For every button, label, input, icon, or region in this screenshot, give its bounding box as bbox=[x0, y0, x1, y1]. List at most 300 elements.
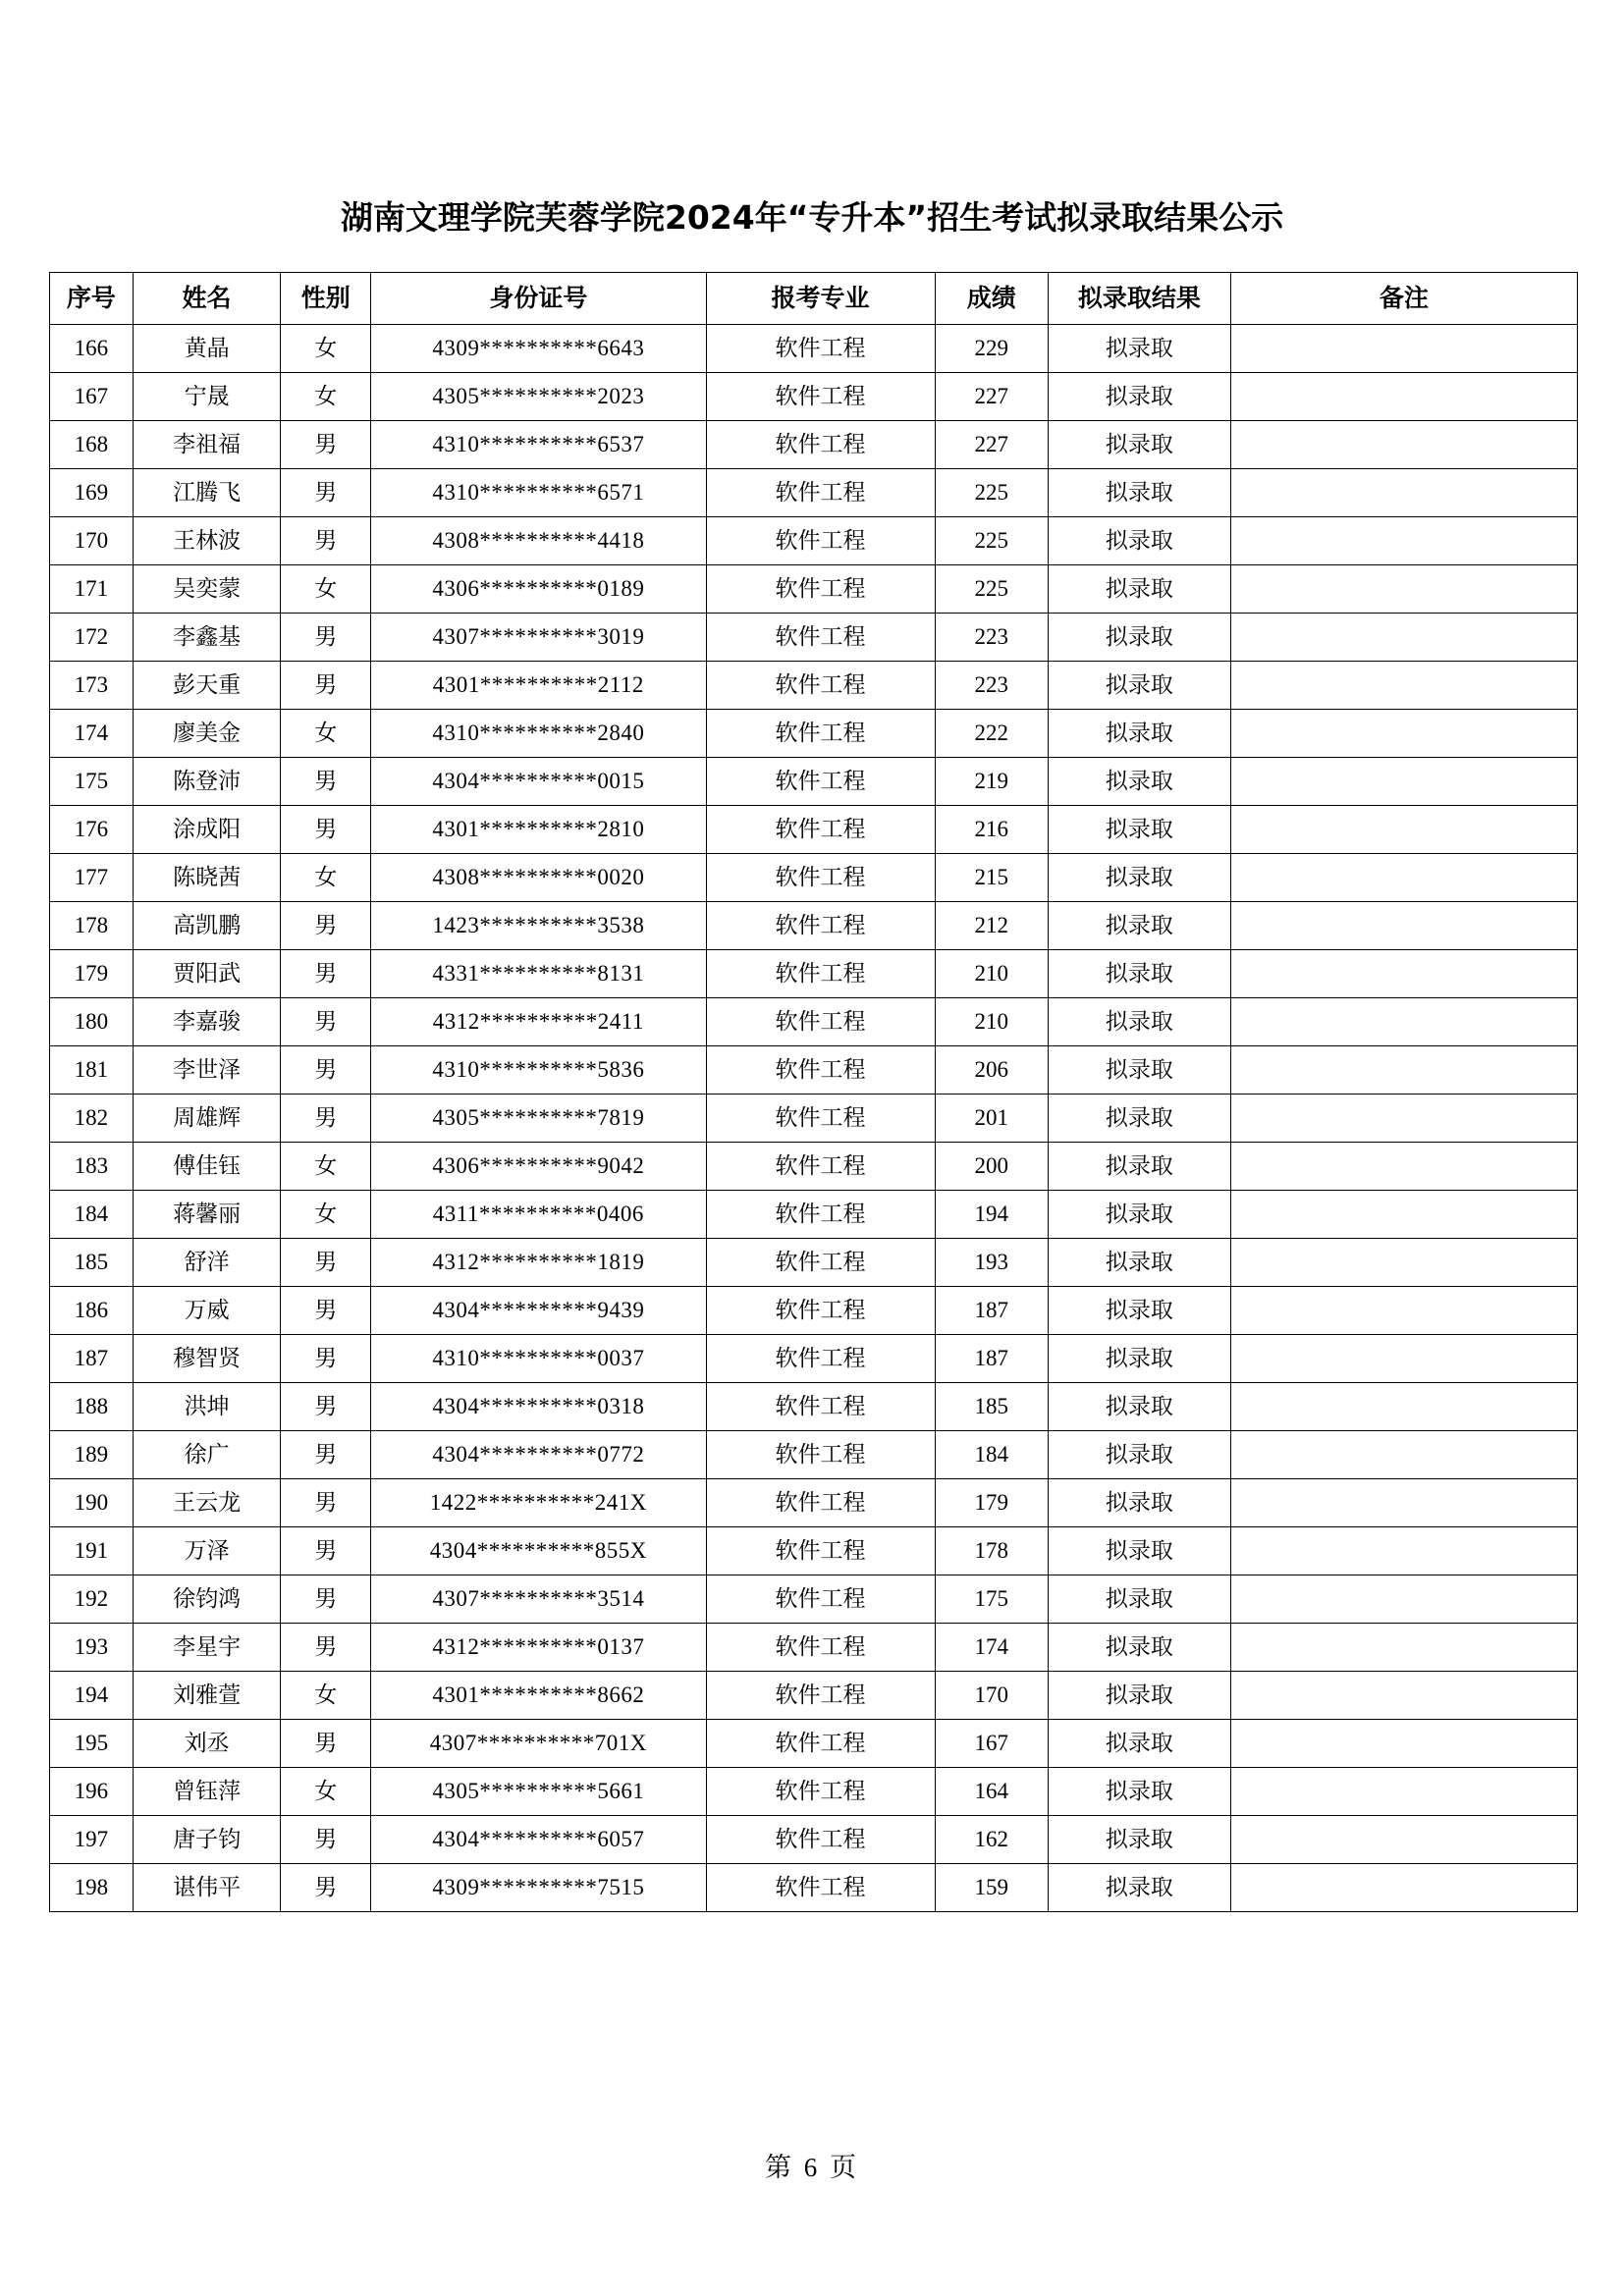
table-cell-major: 软件工程 bbox=[706, 998, 935, 1046]
page-number-footer: 第 6 页 bbox=[765, 2153, 859, 2182]
table-cell-id-number: 4301**********8662 bbox=[371, 1672, 706, 1720]
table-cell-remark bbox=[1230, 1672, 1577, 1720]
table-cell-seq: 171 bbox=[50, 565, 134, 614]
table-row bbox=[50, 421, 1578, 469]
table-row bbox=[50, 758, 1578, 806]
table-cell-seq: 166 bbox=[50, 325, 134, 373]
table-cell-id-number: 4310**********0037 bbox=[371, 1335, 706, 1383]
table-cell-score: 201 bbox=[935, 1095, 1048, 1143]
table-cell-result: 拟录取 bbox=[1048, 469, 1230, 517]
table-cell-gender: 男 bbox=[281, 469, 371, 517]
column-header-remark: 备注 bbox=[1230, 273, 1577, 325]
table-cell-name: 刘丞 bbox=[133, 1720, 281, 1768]
table-cell-seq: 173 bbox=[50, 662, 134, 710]
table-cell-result: 拟录取 bbox=[1048, 517, 1230, 565]
table-row bbox=[50, 1095, 1578, 1143]
table-cell-id-number: 4304**********0772 bbox=[371, 1431, 706, 1479]
table-row bbox=[50, 710, 1578, 758]
table-cell-id-number: 4307**********3019 bbox=[371, 614, 706, 662]
table-cell-name: 李嘉骏 bbox=[133, 998, 281, 1046]
table-cell-seq: 192 bbox=[50, 1575, 134, 1624]
table-cell-seq: 182 bbox=[50, 1095, 134, 1143]
table-cell-score: 200 bbox=[935, 1143, 1048, 1191]
table-cell-seq: 176 bbox=[50, 806, 134, 854]
table-cell-seq: 169 bbox=[50, 469, 134, 517]
table-cell-result: 拟录取 bbox=[1048, 1672, 1230, 1720]
table-row bbox=[50, 902, 1578, 950]
table-cell-id-number: 4307**********3514 bbox=[371, 1575, 706, 1624]
table-cell-seq: 188 bbox=[50, 1383, 134, 1431]
table-cell-name: 曾钰萍 bbox=[133, 1768, 281, 1816]
table-cell-result: 拟录取 bbox=[1048, 373, 1230, 421]
table-cell-seq: 194 bbox=[50, 1672, 134, 1720]
table-cell-major: 软件工程 bbox=[706, 325, 935, 373]
table-cell-gender: 男 bbox=[281, 902, 371, 950]
table-cell-major: 软件工程 bbox=[706, 469, 935, 517]
table-cell-result: 拟录取 bbox=[1048, 1046, 1230, 1095]
table-cell-result: 拟录取 bbox=[1048, 1239, 1230, 1287]
table-cell-remark bbox=[1230, 1143, 1577, 1191]
table-cell-result: 拟录取 bbox=[1048, 1816, 1230, 1864]
table-cell-result: 拟录取 bbox=[1048, 1143, 1230, 1191]
table-cell-major: 软件工程 bbox=[706, 421, 935, 469]
table-cell-seq: 175 bbox=[50, 758, 134, 806]
table-row bbox=[50, 1624, 1578, 1672]
table-cell-remark bbox=[1230, 1191, 1577, 1239]
table-cell-name: 黄晶 bbox=[133, 325, 281, 373]
table-cell-score: 227 bbox=[935, 421, 1048, 469]
table-cell-seq: 190 bbox=[50, 1479, 134, 1527]
table-cell-result: 拟录取 bbox=[1048, 1864, 1230, 1912]
table-cell-gender: 女 bbox=[281, 1143, 371, 1191]
table-cell-id-number: 4311**********0406 bbox=[371, 1191, 706, 1239]
table-cell-gender: 女 bbox=[281, 1672, 371, 1720]
table-cell-gender: 男 bbox=[281, 1864, 371, 1912]
table-row bbox=[50, 1527, 1578, 1575]
table-cell-major: 软件工程 bbox=[706, 1095, 935, 1143]
table-cell-id-number: 4304**********855X bbox=[371, 1527, 706, 1575]
table-cell-seq: 178 bbox=[50, 902, 134, 950]
table-cell-major: 软件工程 bbox=[706, 1479, 935, 1527]
table-cell-major: 软件工程 bbox=[706, 1383, 935, 1431]
table-cell-name: 穆智贤 bbox=[133, 1335, 281, 1383]
table-cell-gender: 女 bbox=[281, 373, 371, 421]
table-cell-result: 拟录取 bbox=[1048, 1768, 1230, 1816]
table-cell-seq: 181 bbox=[50, 1046, 134, 1095]
table-cell-gender: 男 bbox=[281, 1046, 371, 1095]
table-cell-gender: 男 bbox=[281, 1335, 371, 1383]
table-cell-name: 徐广 bbox=[133, 1431, 281, 1479]
table-cell-major: 软件工程 bbox=[706, 1768, 935, 1816]
table-cell-major: 软件工程 bbox=[706, 806, 935, 854]
table-cell-major: 软件工程 bbox=[706, 1431, 935, 1479]
table-cell-gender: 男 bbox=[281, 1720, 371, 1768]
table-cell-remark bbox=[1230, 1239, 1577, 1287]
column-header-result: 拟录取结果 bbox=[1048, 273, 1230, 325]
table-cell-result: 拟录取 bbox=[1048, 854, 1230, 902]
table-row bbox=[50, 998, 1578, 1046]
table-cell-remark bbox=[1230, 1624, 1577, 1672]
table-cell-score: 184 bbox=[935, 1431, 1048, 1479]
table-cell-name: 高凯鹏 bbox=[133, 902, 281, 950]
table-cell-id-number: 4306**********0189 bbox=[371, 565, 706, 614]
table-cell-result: 拟录取 bbox=[1048, 1383, 1230, 1431]
column-header-seq: 序号 bbox=[50, 273, 134, 325]
table-cell-name: 傅佳钰 bbox=[133, 1143, 281, 1191]
table-cell-gender: 女 bbox=[281, 1191, 371, 1239]
table-cell-name: 李星宇 bbox=[133, 1624, 281, 1672]
table-cell-name: 李世泽 bbox=[133, 1046, 281, 1095]
table-cell-id-number: 1423**********3538 bbox=[371, 902, 706, 950]
table-cell-gender: 男 bbox=[281, 1479, 371, 1527]
table-cell-remark bbox=[1230, 1479, 1577, 1527]
table-cell-result: 拟录取 bbox=[1048, 1431, 1230, 1479]
table-cell-score: 187 bbox=[935, 1287, 1048, 1335]
table-cell-name: 万威 bbox=[133, 1287, 281, 1335]
table-header bbox=[50, 273, 1578, 325]
table-cell-remark bbox=[1230, 1335, 1577, 1383]
table-cell-result: 拟录取 bbox=[1048, 1527, 1230, 1575]
table-row bbox=[50, 614, 1578, 662]
table-cell-name: 陈登沛 bbox=[133, 758, 281, 806]
table-cell-result: 拟录取 bbox=[1048, 1624, 1230, 1672]
table-cell-result: 拟录取 bbox=[1048, 325, 1230, 373]
table-cell-score: 170 bbox=[935, 1672, 1048, 1720]
table-cell-gender: 男 bbox=[281, 421, 371, 469]
table-cell-result: 拟录取 bbox=[1048, 950, 1230, 998]
table-cell-seq: 189 bbox=[50, 1431, 134, 1479]
column-header-score: 成绩 bbox=[935, 273, 1048, 325]
table-cell-remark bbox=[1230, 854, 1577, 902]
table-cell-major: 软件工程 bbox=[706, 1191, 935, 1239]
table-cell-id-number: 1422**********241X bbox=[371, 1479, 706, 1527]
table-cell-seq: 172 bbox=[50, 614, 134, 662]
table-cell-seq: 179 bbox=[50, 950, 134, 998]
table-cell-remark bbox=[1230, 1720, 1577, 1768]
table-cell-seq: 177 bbox=[50, 854, 134, 902]
table-cell-score: 193 bbox=[935, 1239, 1048, 1287]
table-cell-score: 225 bbox=[935, 565, 1048, 614]
table-cell-id-number: 4310**********6537 bbox=[371, 421, 706, 469]
page-title: 湖南文理学院芙蓉学院2024年“专升本”招生考试拟录取结果公示 bbox=[340, 198, 1284, 237]
table-cell-id-number: 4301**********2810 bbox=[371, 806, 706, 854]
table-cell-score: 187 bbox=[935, 1335, 1048, 1383]
table-cell-score: 219 bbox=[935, 758, 1048, 806]
table-cell-remark bbox=[1230, 950, 1577, 998]
table-cell-id-number: 4308**********0020 bbox=[371, 854, 706, 902]
table-cell-score: 175 bbox=[935, 1575, 1048, 1624]
table-cell-gender: 男 bbox=[281, 806, 371, 854]
table-cell-id-number: 4305**********2023 bbox=[371, 373, 706, 421]
table-cell-gender: 男 bbox=[281, 1287, 371, 1335]
table-cell-id-number: 4309**********6643 bbox=[371, 325, 706, 373]
table-cell-id-number: 4301**********2112 bbox=[371, 662, 706, 710]
table-cell-id-number: 4331**********8131 bbox=[371, 950, 706, 998]
table-cell-remark bbox=[1230, 758, 1577, 806]
table-cell-gender: 男 bbox=[281, 998, 371, 1046]
table-cell-id-number: 4307**********701X bbox=[371, 1720, 706, 1768]
table-cell-major: 软件工程 bbox=[706, 1527, 935, 1575]
table-cell-gender: 男 bbox=[281, 1816, 371, 1864]
table-cell-seq: 197 bbox=[50, 1816, 134, 1864]
column-header-name: 姓名 bbox=[133, 273, 281, 325]
table-cell-result: 拟录取 bbox=[1048, 421, 1230, 469]
table-row bbox=[50, 1768, 1578, 1816]
table-cell-remark bbox=[1230, 902, 1577, 950]
table-cell-seq: 195 bbox=[50, 1720, 134, 1768]
table-cell-major: 软件工程 bbox=[706, 373, 935, 421]
table-cell-score: 179 bbox=[935, 1479, 1048, 1527]
table-cell-major: 软件工程 bbox=[706, 517, 935, 565]
table-cell-remark bbox=[1230, 1383, 1577, 1431]
table-cell-name: 舒洋 bbox=[133, 1239, 281, 1287]
table-cell-major: 软件工程 bbox=[706, 1239, 935, 1287]
table-cell-major: 软件工程 bbox=[706, 614, 935, 662]
table-cell-major: 软件工程 bbox=[706, 1672, 935, 1720]
table-cell-major: 软件工程 bbox=[706, 1720, 935, 1768]
table-cell-id-number: 4305**********5661 bbox=[371, 1768, 706, 1816]
table-cell-remark bbox=[1230, 1431, 1577, 1479]
table-cell-name: 涂成阳 bbox=[133, 806, 281, 854]
table-cell-result: 拟录取 bbox=[1048, 565, 1230, 614]
table-cell-result: 拟录取 bbox=[1048, 1575, 1230, 1624]
table-row bbox=[50, 1383, 1578, 1431]
table-cell-result: 拟录取 bbox=[1048, 1479, 1230, 1527]
table-cell-score: 167 bbox=[935, 1720, 1048, 1768]
table-cell-major: 软件工程 bbox=[706, 1335, 935, 1383]
table-cell-name: 王林波 bbox=[133, 517, 281, 565]
table-cell-gender: 女 bbox=[281, 854, 371, 902]
table-cell-seq: 184 bbox=[50, 1191, 134, 1239]
table-cell-score: 194 bbox=[935, 1191, 1048, 1239]
table-cell-result: 拟录取 bbox=[1048, 662, 1230, 710]
table-cell-name: 彭天重 bbox=[133, 662, 281, 710]
table-row bbox=[50, 1335, 1578, 1383]
table-cell-remark bbox=[1230, 806, 1577, 854]
table-cell-remark bbox=[1230, 469, 1577, 517]
table-cell-result: 拟录取 bbox=[1048, 758, 1230, 806]
table-cell-gender: 男 bbox=[281, 662, 371, 710]
column-header-id-number: 身份证号 bbox=[371, 273, 706, 325]
table-cell-result: 拟录取 bbox=[1048, 614, 1230, 662]
table-cell-score: 178 bbox=[935, 1527, 1048, 1575]
table-cell-seq: 187 bbox=[50, 1335, 134, 1383]
table-cell-name: 洪坤 bbox=[133, 1383, 281, 1431]
table-cell-major: 软件工程 bbox=[706, 1816, 935, 1864]
table-cell-name: 贾阳武 bbox=[133, 950, 281, 998]
table-cell-remark bbox=[1230, 662, 1577, 710]
table-cell-gender: 男 bbox=[281, 517, 371, 565]
table-cell-result: 拟录取 bbox=[1048, 1191, 1230, 1239]
admission-results-table bbox=[49, 272, 1578, 1912]
table-row bbox=[50, 1191, 1578, 1239]
table-cell-gender: 男 bbox=[281, 614, 371, 662]
table-cell-id-number: 4312**********1819 bbox=[371, 1239, 706, 1287]
table-cell-name: 宁晟 bbox=[133, 373, 281, 421]
table-cell-seq: 170 bbox=[50, 517, 134, 565]
table-cell-seq: 180 bbox=[50, 998, 134, 1046]
table-row bbox=[50, 1672, 1578, 1720]
table-cell-major: 软件工程 bbox=[706, 758, 935, 806]
table-cell-gender: 男 bbox=[281, 1431, 371, 1479]
table-cell-major: 软件工程 bbox=[706, 1143, 935, 1191]
table-row bbox=[50, 1143, 1578, 1191]
table-cell-remark bbox=[1230, 1816, 1577, 1864]
table-cell-major: 软件工程 bbox=[706, 1287, 935, 1335]
table-cell-name: 周雄辉 bbox=[133, 1095, 281, 1143]
table-row bbox=[50, 1287, 1578, 1335]
column-header-major: 报考专业 bbox=[706, 273, 935, 325]
table-cell-id-number: 4310**********6571 bbox=[371, 469, 706, 517]
table-cell-major: 软件工程 bbox=[706, 710, 935, 758]
table-row bbox=[50, 662, 1578, 710]
table-cell-major: 软件工程 bbox=[706, 1864, 935, 1912]
table-cell-score: 216 bbox=[935, 806, 1048, 854]
table-cell-remark bbox=[1230, 1768, 1577, 1816]
table-cell-remark bbox=[1230, 421, 1577, 469]
table-cell-result: 拟录取 bbox=[1048, 902, 1230, 950]
table-cell-result: 拟录取 bbox=[1048, 1287, 1230, 1335]
table-body bbox=[50, 325, 1578, 1912]
table-cell-name: 李鑫基 bbox=[133, 614, 281, 662]
table-cell-score: 222 bbox=[935, 710, 1048, 758]
table-cell-id-number: 4310**********5836 bbox=[371, 1046, 706, 1095]
table-cell-score: 223 bbox=[935, 614, 1048, 662]
table-cell-seq: 167 bbox=[50, 373, 134, 421]
table-cell-major: 软件工程 bbox=[706, 1624, 935, 1672]
table-cell-result: 拟录取 bbox=[1048, 710, 1230, 758]
table-cell-name: 陈晓茜 bbox=[133, 854, 281, 902]
table-cell-gender: 男 bbox=[281, 758, 371, 806]
table-cell-id-number: 4312**********0137 bbox=[371, 1624, 706, 1672]
table-cell-id-number: 4309**********7515 bbox=[371, 1864, 706, 1912]
table-cell-gender: 男 bbox=[281, 1624, 371, 1672]
table-cell-score: 225 bbox=[935, 469, 1048, 517]
table-cell-gender: 女 bbox=[281, 565, 371, 614]
table-cell-major: 软件工程 bbox=[706, 662, 935, 710]
table-cell-seq: 191 bbox=[50, 1527, 134, 1575]
table-cell-score: 212 bbox=[935, 902, 1048, 950]
table-cell-score: 223 bbox=[935, 662, 1048, 710]
table-cell-id-number: 4304**********9439 bbox=[371, 1287, 706, 1335]
table-cell-seq: 198 bbox=[50, 1864, 134, 1912]
table-row bbox=[50, 1720, 1578, 1768]
table-cell-seq: 174 bbox=[50, 710, 134, 758]
table-cell-remark bbox=[1230, 517, 1577, 565]
table-cell-result: 拟录取 bbox=[1048, 998, 1230, 1046]
table-cell-score: 185 bbox=[935, 1383, 1048, 1431]
table-cell-id-number: 4305**********7819 bbox=[371, 1095, 706, 1143]
table-cell-remark bbox=[1230, 1864, 1577, 1912]
table-cell-gender: 女 bbox=[281, 1768, 371, 1816]
table-cell-remark bbox=[1230, 710, 1577, 758]
table-cell-name: 王云龙 bbox=[133, 1479, 281, 1527]
table-cell-major: 软件工程 bbox=[706, 854, 935, 902]
table-cell-gender: 男 bbox=[281, 1239, 371, 1287]
table-cell-name: 李祖福 bbox=[133, 421, 281, 469]
table-cell-score: 215 bbox=[935, 854, 1048, 902]
table-row bbox=[50, 325, 1578, 373]
table-cell-score: 227 bbox=[935, 373, 1048, 421]
table-row bbox=[50, 950, 1578, 998]
table-cell-name: 蒋馨丽 bbox=[133, 1191, 281, 1239]
table-cell-name: 江腾飞 bbox=[133, 469, 281, 517]
table-row bbox=[50, 1431, 1578, 1479]
table-cell-remark bbox=[1230, 998, 1577, 1046]
table-cell-result: 拟录取 bbox=[1048, 806, 1230, 854]
table-cell-remark bbox=[1230, 1287, 1577, 1335]
table-cell-id-number: 4304**********0015 bbox=[371, 758, 706, 806]
table-cell-remark bbox=[1230, 614, 1577, 662]
table-cell-name: 唐子钧 bbox=[133, 1816, 281, 1864]
table-cell-major: 软件工程 bbox=[706, 565, 935, 614]
table-cell-seq: 196 bbox=[50, 1768, 134, 1816]
table-row bbox=[50, 806, 1578, 854]
table-cell-seq: 193 bbox=[50, 1624, 134, 1672]
table-row bbox=[50, 517, 1578, 565]
table-cell-name: 吴奕蒙 bbox=[133, 565, 281, 614]
table-cell-score: 225 bbox=[935, 517, 1048, 565]
table-cell-name: 徐钧鸿 bbox=[133, 1575, 281, 1624]
table-cell-id-number: 4310**********2840 bbox=[371, 710, 706, 758]
table-cell-remark bbox=[1230, 565, 1577, 614]
table-cell-name: 刘雅萱 bbox=[133, 1672, 281, 1720]
table-cell-gender: 男 bbox=[281, 1383, 371, 1431]
table-cell-remark bbox=[1230, 1575, 1577, 1624]
table-cell-major: 软件工程 bbox=[706, 1046, 935, 1095]
table-row bbox=[50, 854, 1578, 902]
table-cell-id-number: 4308**********4418 bbox=[371, 517, 706, 565]
table-cell-remark bbox=[1230, 1046, 1577, 1095]
table-cell-id-number: 4306**********9042 bbox=[371, 1143, 706, 1191]
table-cell-remark bbox=[1230, 325, 1577, 373]
table-cell-id-number: 4312**********2411 bbox=[371, 998, 706, 1046]
table-cell-gender: 男 bbox=[281, 1527, 371, 1575]
table-cell-major: 软件工程 bbox=[706, 902, 935, 950]
table-cell-remark bbox=[1230, 1095, 1577, 1143]
table-row bbox=[50, 565, 1578, 614]
table-cell-seq: 168 bbox=[50, 421, 134, 469]
table-cell-id-number: 4304**********6057 bbox=[371, 1816, 706, 1864]
table-cell-score: 206 bbox=[935, 1046, 1048, 1095]
table-row bbox=[50, 1575, 1578, 1624]
table-cell-score: 162 bbox=[935, 1816, 1048, 1864]
table-cell-gender: 女 bbox=[281, 325, 371, 373]
column-header-gender: 性别 bbox=[281, 273, 371, 325]
table-cell-remark bbox=[1230, 373, 1577, 421]
table-cell-name: 廖美金 bbox=[133, 710, 281, 758]
table-row bbox=[50, 1816, 1578, 1864]
table-cell-id-number: 4304**********0318 bbox=[371, 1383, 706, 1431]
table-row bbox=[50, 373, 1578, 421]
table-cell-remark bbox=[1230, 1527, 1577, 1575]
table-row bbox=[50, 469, 1578, 517]
table-cell-name: 谌伟平 bbox=[133, 1864, 281, 1912]
table-row bbox=[50, 1239, 1578, 1287]
table-cell-seq: 186 bbox=[50, 1287, 134, 1335]
table-cell-score: 174 bbox=[935, 1624, 1048, 1672]
table-cell-major: 软件工程 bbox=[706, 950, 935, 998]
table-cell-result: 拟录取 bbox=[1048, 1720, 1230, 1768]
table-header-row bbox=[50, 273, 1578, 325]
table-cell-gender: 男 bbox=[281, 1575, 371, 1624]
table-cell-major: 软件工程 bbox=[706, 1575, 935, 1624]
table-cell-score: 164 bbox=[935, 1768, 1048, 1816]
table-row bbox=[50, 1046, 1578, 1095]
table-cell-result: 拟录取 bbox=[1048, 1095, 1230, 1143]
table-cell-gender: 女 bbox=[281, 710, 371, 758]
table-cell-gender: 男 bbox=[281, 1095, 371, 1143]
